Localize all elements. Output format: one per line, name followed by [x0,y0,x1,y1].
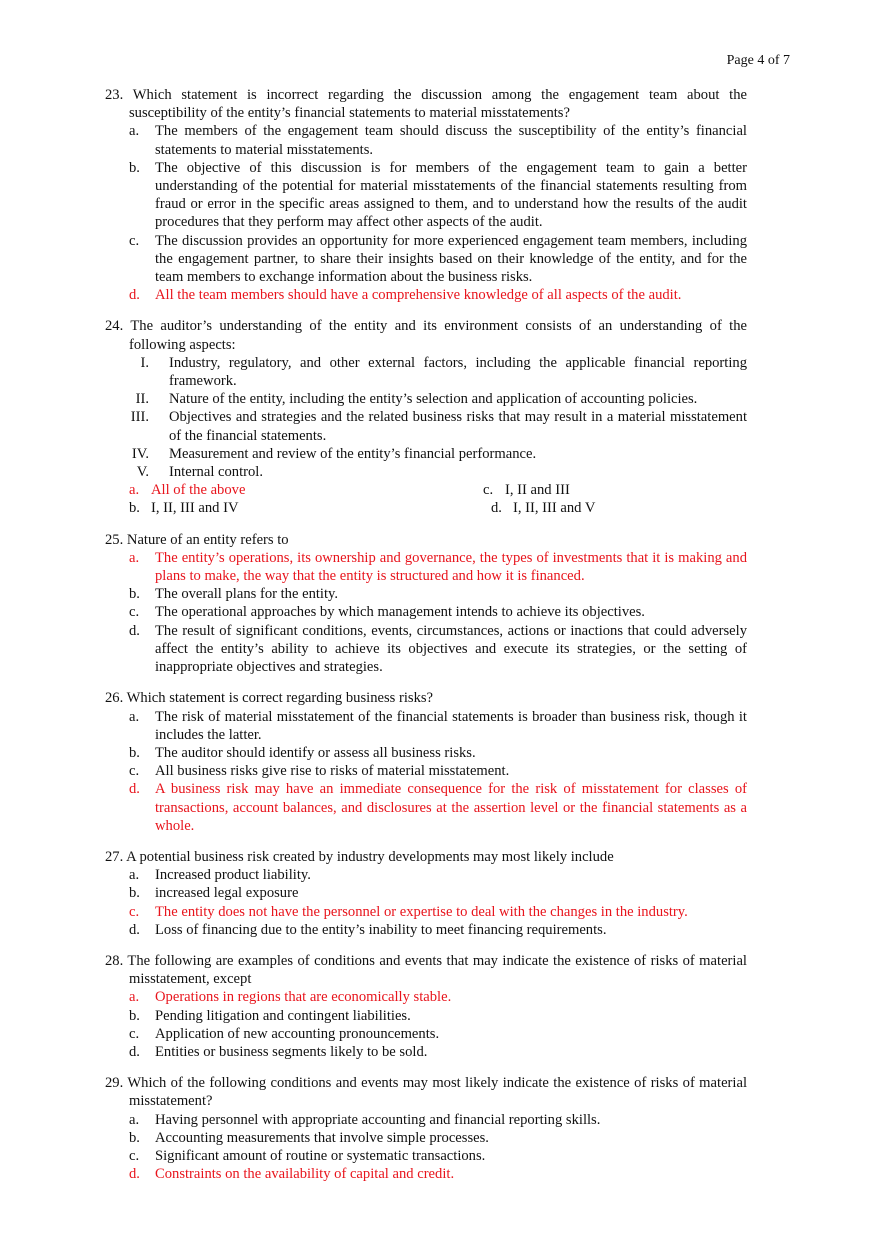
option-a-correct-answer: a. All of the above [129,482,246,499]
option-d-correct-answer: d. Constraints on the availability of capital and credit. [129,1166,455,1183]
question-text: 25. Nature of an entity refers to [105,531,289,548]
question-text: 24. The auditor’s understanding of the entity and its environment consists of an understanding of the following aspects: [105,318,748,353]
option-d-correct-answer: d. All the team members should have a comprehensive knowledge of all aspects of the audit. [129,287,682,304]
question-text: 23. Which statement is incorrect regarding the discussion among the engagement team about the susceptibility of the entity’s financial statements to material misstatements? [105,87,747,122]
option-c: c. Application of new accounting pronouncements. [129,1025,440,1042]
option-c: c. The discussion provides an opportunity for more experienced engagement team members, including the engagement partner, to share their insights based on their knowledge of the entity, and for the team members to exchange information about the business risks. [129,232,747,286]
option-a-correct-answer: a. Operations in regions that are economically stable. [129,989,452,1006]
option-d: d. I, II, III and V [491,500,596,517]
aspect-item: I. Industry, regulatory, and other external factors, including the applicable financial reporting framework. [140,354,747,390]
question-25 [105,531,747,677]
question-26 [105,689,747,835]
question-list [105,86,747,1196]
option-c: c. Significant amount of routine or systematic transactions. [129,1147,486,1164]
option-d: d. The result of significant conditions, events, circumstances, actions or inactions that could adversely affect the entity’s ability to achieve its objectives and execute its strategies, or the setting of inappropriate objectives and strategies. [129,622,747,676]
question-24 [105,317,747,517]
aspect-item: V. Internal control. [136,464,264,481]
option-c: c. All business risks give rise to risks of material misstatement. [129,763,510,780]
option-d: d. Loss of financing due to the entity’s inability to meet financing requirements. [129,921,607,938]
option-b: b. I, II, III and IV [129,500,239,517]
option-c-correct-answer: c. The entity does not have the personnel or expertise to deal with the changes in the industry. [129,903,688,920]
aspect-item: III. Objectives and strategies and the related business risks that may result in a material misstatement of the financial statements. [130,409,747,444]
question-28 [105,952,747,1061]
question-text: 29. Which of the following conditions and events may most likely indicate the existence of risks of material misstatement? [105,1075,747,1110]
option-d: d. Entities or business segments likely to be sold. [129,1043,428,1060]
aspect-item: IV. Measurement and review of the entity’s financial performance. [131,445,537,462]
aspect-item: II. Nature of the entity, including the entity’s selection and application of accounting policies. [135,391,698,408]
answer-choices [105,481,747,517]
question-text: 26. Which statement is correct regarding business risks? [105,690,434,707]
question-23 [105,86,747,304]
option-b: b. The auditor should identify or assess all business risks. [129,744,476,761]
question-27 [105,848,747,939]
option-b: b. increased legal exposure [129,885,299,902]
option-a: a. The members of the engagement team should discuss the susceptibility of the entity’s financial statements to material misstatements. [129,123,747,158]
option-b: b. Pending litigation and contingent liabilities. [129,1007,411,1024]
option-a: a. The risk of material misstatement of the financial statements is broader than business risk, though it includes the latter. [129,708,747,743]
option-b: b. Accounting measurements that involve simple processes. [129,1129,489,1146]
option-a: a. Having personnel with appropriate accounting and financial reporting skills. [129,1111,601,1128]
question-29 [105,1074,747,1183]
option-c: c. The operational approaches by which management intends to achieve its objectives. [129,604,645,621]
option-a: a. Increased product liability. [129,867,311,884]
page-number: Page 4 of 7 [726,53,790,68]
option-d-correct-answer: d. A business risk may have an immediate consequence for the risk of misstatement for classes of transactions, account balances, and disclosures at the assertion level or the financial statements as a whole. [129,781,747,834]
option-c: c. I, II and III [483,482,570,499]
option-b: b. The overall plans for the entity. [129,586,339,603]
option-a-correct-answer: a. The entity’s operations, its ownership and governance, the types of investments that it is making and plans to make, the way that the entity is structured and how it is financed. [129,549,747,585]
question-text: 27. A potential business risk created by industry developments may most likely include [105,848,614,865]
question-text: 28. The following are examples of conditions and events that may indicate the existence of risks of material misstatement, except [105,952,747,988]
option-b: b. The objective of this discussion is for members of the engagement team to gain a better understanding of the potential for material misstatements of the financial statements resulting from fraud or error in the specific areas assigned to them, and to understand how the results of the audit procedures that they perform may affect other aspects of the audit. [129,159,747,231]
